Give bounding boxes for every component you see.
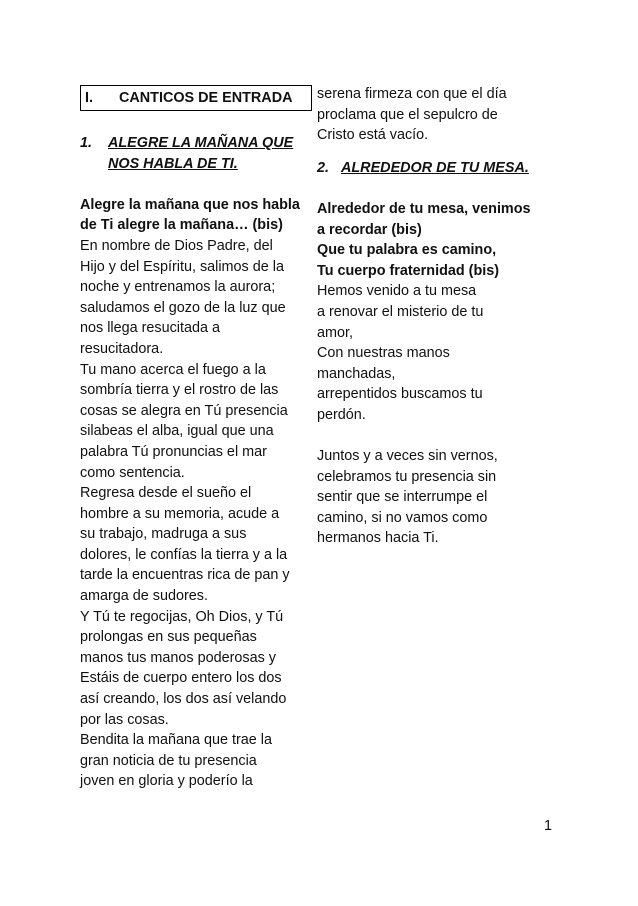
page-number: 1 bbox=[544, 818, 553, 834]
text-line: noche y entrenamos la aurora; bbox=[80, 279, 276, 296]
song-1-title-line: ALEGRE LA MAÑANA QUE bbox=[108, 135, 294, 151]
text-line: Con nuestras manos bbox=[317, 345, 450, 362]
text-line: amarga de sudores. bbox=[80, 588, 208, 605]
text-line: serena firmeza con que el día bbox=[317, 86, 507, 102]
text-line: sombría tierra y el rostro de las bbox=[80, 382, 279, 399]
text-line: Que tu palabra es camino, bbox=[317, 242, 497, 259]
text-line: Tu cuerpo fraternidad (bis) bbox=[317, 262, 500, 279]
text-line: Alrededor de tu mesa, venimos bbox=[317, 200, 531, 217]
text-line: por las cosas. bbox=[80, 711, 169, 728]
right-column bbox=[317, 84, 557, 549]
text-line: su trabajo, madruga a sus bbox=[80, 526, 247, 543]
song-1-chorus-line: de Ti alegre la mañana… (bis) bbox=[80, 217, 283, 234]
text-line: palabra Tú pronuncias el mar bbox=[80, 443, 267, 460]
text-line: silabeas el alba, igual que una bbox=[80, 423, 274, 440]
text-line: Cristo está vacío. bbox=[317, 127, 429, 144]
text-line: hombre a su memoria, acude a bbox=[80, 505, 280, 522]
text-line: resucitadora. bbox=[80, 340, 164, 357]
song-1-title-line: NOS HABLA DE TI. bbox=[108, 155, 238, 172]
text-line: Juntos y a veces sin vernos, bbox=[317, 448, 498, 465]
song-2-verse-1 bbox=[317, 281, 557, 425]
text-line: gran noticia de tu presencia bbox=[80, 752, 257, 769]
section-heading bbox=[80, 85, 312, 111]
song-2-number: 2. bbox=[317, 159, 330, 176]
text-line: prolongas en sus pequeñas bbox=[80, 629, 257, 646]
song-1-title bbox=[80, 133, 312, 174]
text-line: amor, bbox=[317, 324, 353, 341]
song-1-chorus-line: Alegre la mañana que nos habla bbox=[80, 196, 300, 213]
text-line: Bendita la mañana que trae la bbox=[80, 732, 273, 749]
text-line: como sentencia. bbox=[80, 464, 185, 481]
song-2-title-text: ALREDEDOR DE TU MESA. bbox=[341, 159, 529, 176]
text-line: sentir que se interrumpe el bbox=[317, 489, 488, 506]
section-title: CANTICOS DE ENTRADA bbox=[119, 90, 293, 106]
text-line: Estáis de cuerpo entero los dos bbox=[80, 670, 282, 687]
text-line: Y Tú te regocijas, Oh Dios, y Tú bbox=[80, 608, 284, 625]
section-number: I. bbox=[85, 90, 93, 106]
song-1-continuation bbox=[317, 84, 557, 146]
text-line: manchadas, bbox=[317, 365, 396, 382]
text-line: Hijo y del Espíritu, salimos de la bbox=[80, 258, 284, 275]
song-1-number: 1. bbox=[80, 135, 93, 151]
text-line: a renovar el misterio de tu bbox=[317, 303, 484, 320]
left-column bbox=[80, 84, 312, 792]
text-line: dolores, le confías la tierra y a la bbox=[80, 546, 288, 563]
text-line: nos llega resucitada a bbox=[80, 320, 220, 337]
song-2-verse-2 bbox=[317, 446, 557, 549]
song-2-title bbox=[317, 158, 557, 179]
song-1-verse bbox=[80, 236, 312, 792]
text-line: saludamos el gozo de la luz que bbox=[80, 299, 286, 316]
text-line: Regresa desde el sueño el bbox=[80, 485, 252, 502]
text-line: perdón. bbox=[317, 406, 366, 423]
text-line: En nombre de Dios Padre, del bbox=[80, 237, 273, 254]
text-line: joven en gloria y poderío la bbox=[80, 773, 253, 790]
text-line: tarde la encuentras rica de pan y bbox=[80, 567, 290, 584]
song-2-chorus bbox=[317, 199, 557, 281]
text-line: manos tus manos poderosas y bbox=[80, 649, 276, 666]
text-line: proclama que el sepulcro de bbox=[317, 106, 498, 123]
text-line: Hemos venido a tu mesa bbox=[317, 283, 477, 300]
text-line: celebramos tu presencia sin bbox=[317, 468, 497, 485]
text-line: hermanos hacia Ti. bbox=[317, 530, 439, 547]
text-line: así creando, los dos así velando bbox=[80, 691, 287, 708]
text-line: Tu mano acerca el fuego a la bbox=[80, 361, 266, 378]
text-line: arrepentidos buscamos tu bbox=[317, 386, 483, 403]
text-line: a recordar (bis) bbox=[317, 221, 422, 238]
text-line: cosas se alegra en Tú presencia bbox=[80, 402, 288, 419]
text-line: camino, si no vamos como bbox=[317, 509, 488, 526]
